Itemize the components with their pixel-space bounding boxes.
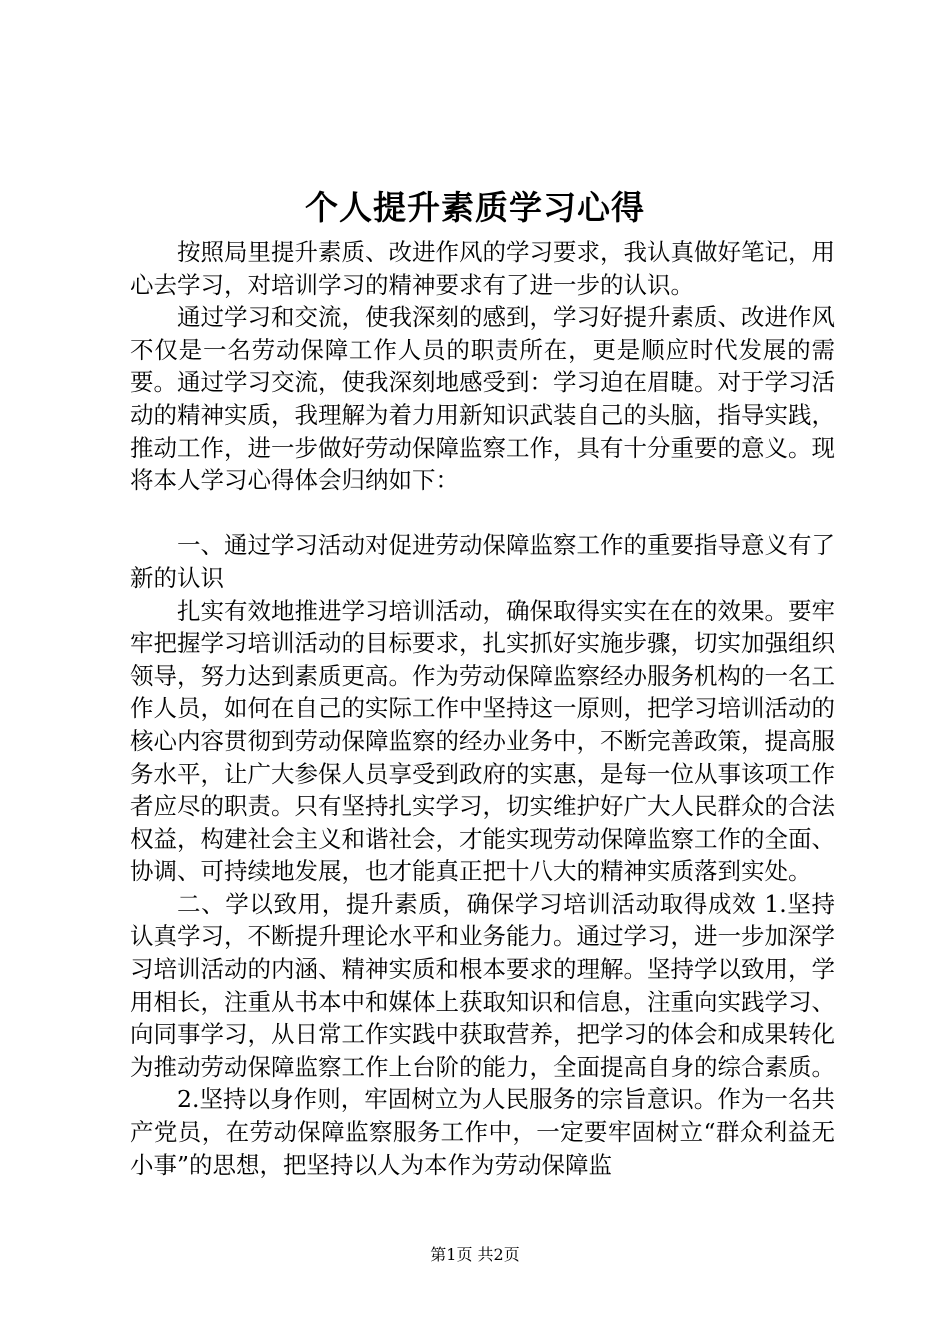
- paragraph-intro: 按照局里提升素质、改进作风的学习要求，我认真做好笔记，用心去学习，对培训学习的精神要求有了进一步的认识。: [130, 238, 835, 299]
- paragraph-section-1: 扎实有效地推进学习培训活动，确保取得实实在在的效果。要牢牢把握学习培训活动的目标要求，扎实抓好实施步骤，切实加强组织领导，努力达到素质更高。作为劳动保障监察经办服务机构的一名工作人员，如何在自己的实际工作中坚持这一原则，把学习培训活动的核心内容贯彻到劳动保障监察的经办业务中，不断完善政策，提高服务水平，让广大参保人员享受到政府的实惠，是每一位从事该项工作者应尽的职责。只有坚持扎实学习，切实维护好广大人民群众的合法权益，构建社会主义和谐社会，才能实现劳动保障监察工作的全面、协调、可持续地发展，也才能真正把十八大的精神实质落到实处。: [130, 596, 835, 886]
- paragraph-spacer: [130, 497, 835, 530]
- section-heading-1: 一、通过学习活动对促进劳动保障监察工作的重要指导意义有了新的认识: [130, 531, 835, 592]
- paragraph-section-2-item-2: 2.坚持以身作则，牢固树立为人民服务的宗旨意识。作为一名共产党员，在劳动保障监察服务工作中，一定要牢固树立“群众利益无小事”的思想，把坚持以人为本作为劳动保障监: [130, 1085, 835, 1179]
- section-heading-2: 二、学以致用，提升素质，确保学习培训活动取得成效 1.坚持认真学习，不断提升理论水平和业务能力。通过学习，进一步加深学习培训活动的内涵、精神实质和根本要求的理解。坚持学以致用，学用相长，注重从书本中和媒体上获取知识和信息，注重向实践学习、向同事学习，从日常工作实践中获取营养，把学习的体会和成果转化为推动劳动保障监察工作上台阶的能力，全面提高自身的综合素质。: [130, 889, 835, 1081]
- document-body: [130, 236, 835, 1181]
- document-title: 个人提升素质学习心得: [305, 188, 645, 227]
- page-footer: 第1页 共2页: [430, 1245, 520, 1264]
- paragraph-understanding: 通过学习和交流，使我深刻的感到，学习好提升素质、改进作风不仅是一名劳动保障工作人员的职责所在，更是顺应时代发展的需要。通过学习交流，使我深刻地感受到：学习迫在眉睫。对于学习活动的精神实质，我理解为着力用新知识武装自己的头脑，指导实践，推动工作，进一步做好劳动保障监察工作，具有十分重要的意义。现将本人学习心得体会归纳如下：: [130, 303, 835, 495]
